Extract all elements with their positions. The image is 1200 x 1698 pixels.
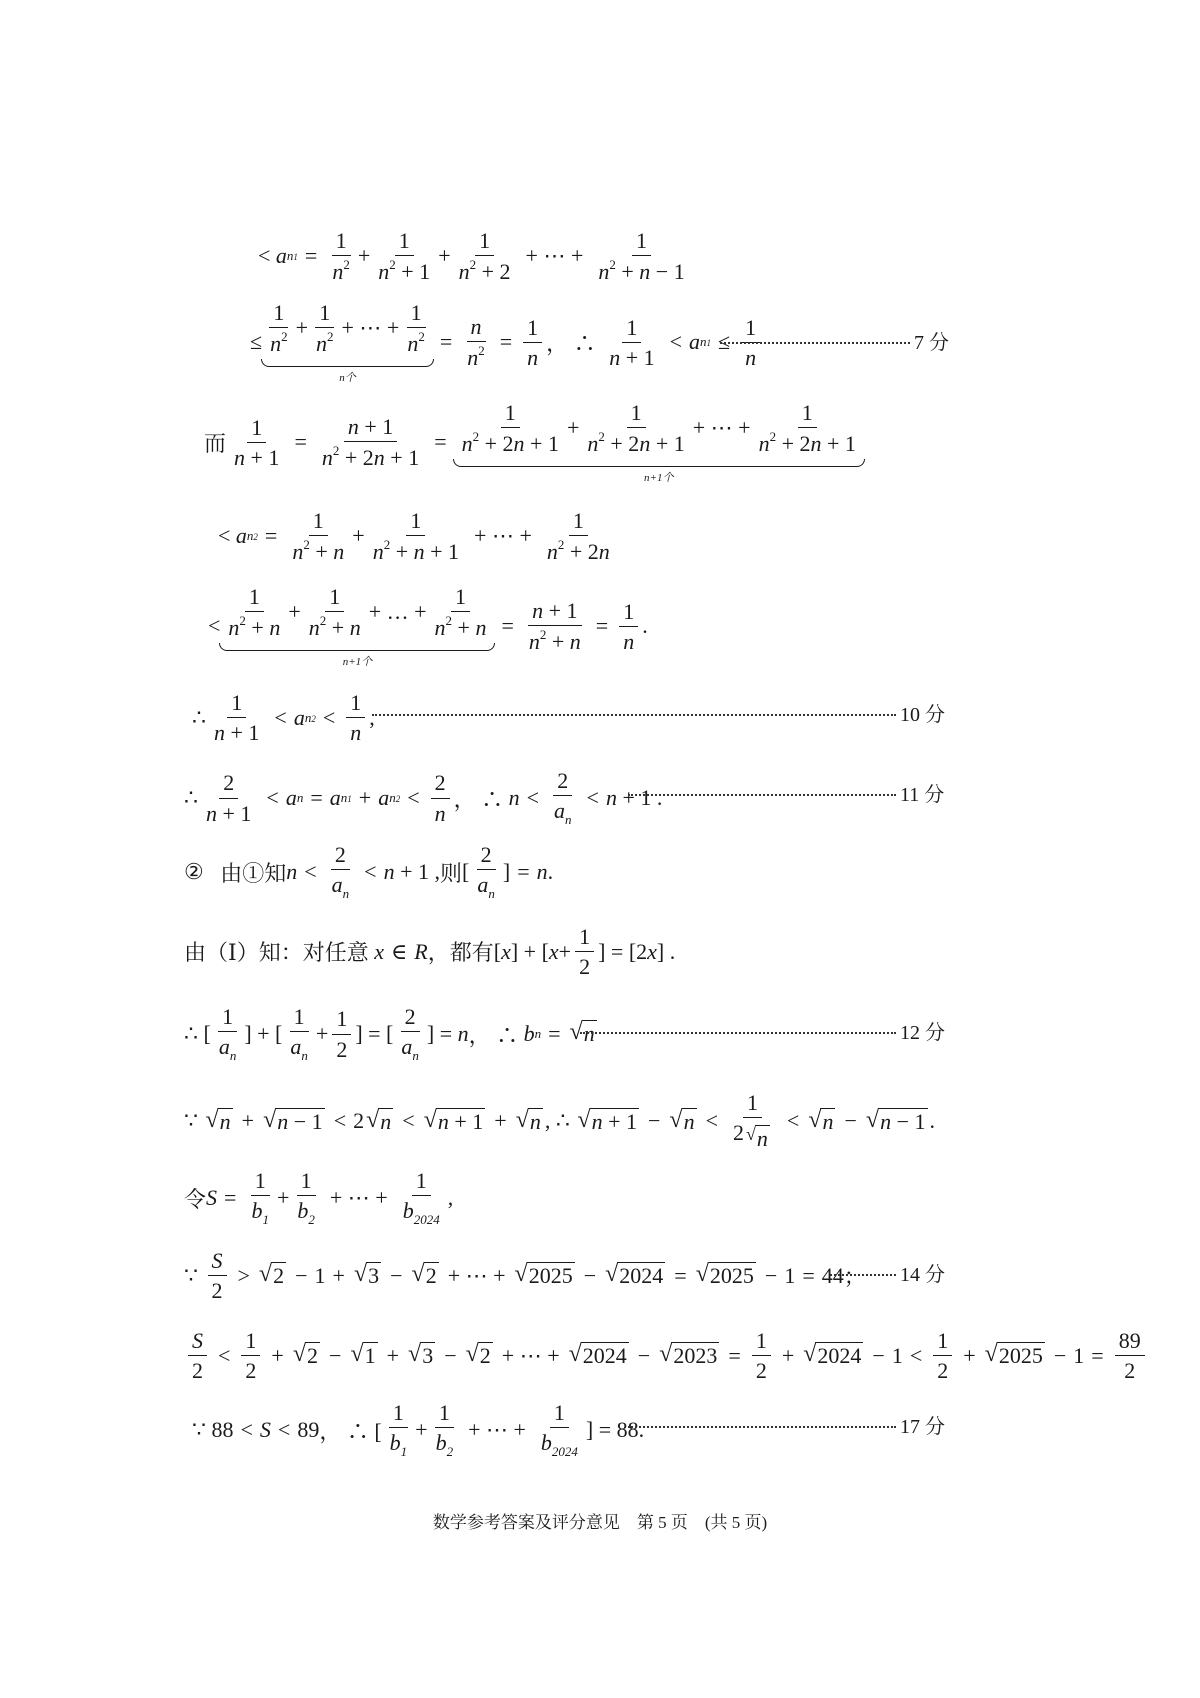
eq-line-15: ∵ 88 < S < 89 ， ∴ [ $\frac{1}{b_1}$ + $\frac{1}{b_2}$ + ⋯ + $\frac{1}{b_{2024}}$ ] = 88 .: [192, 1400, 645, 1460]
eq-line-10: ∴ [ $\frac{1}{a_n}$ ] + [ $\frac{1}{a_n}$ + $\frac{1}{2}$ ] = [ $\frac{2}{a_n}$ ] = n ， ∴ b n = √ n: [184, 1004, 595, 1064]
eq-line-9: 由（Ⅰ）知：对任意 x ∈ R ， 都有 [ x ] + [ x + $\frac{1}{2}$ ] = [2 x ] .: [184, 924, 676, 980]
circle-2: ②: [184, 859, 204, 885]
eq-line-6: ∴ $\frac{1}{n + 1}$ < a n2 < $\frac{1}{n}$ ,: [192, 690, 375, 746]
eq-line-1: < a n1 = $\frac{1}{n^2}$ + $\frac{1}{n^2 + 1}$ + $\frac{1}{n^2 + 2}$ + ⋯ + $\frac{1}{n^2 + n - 1}$: [258, 228, 685, 285]
score-7: 7 分: [720, 326, 949, 355]
word-er: 而: [204, 430, 227, 456]
score-11: 11 分: [628, 778, 944, 807]
score-17: 17 分: [628, 1410, 945, 1439]
eq-line-11: ∵ √ n + √ n − 1 < 2 √ n < √ n + 1 + √ n , ∴ √ n + 1 − √ n < 1 2 √ n < √ n − √ n − 1 .: [184, 1090, 935, 1152]
eq-line-12: 令 S = $\frac{1}{b_1}$ + $\frac{1}{b_2}$ + ⋯ + $\frac{1}{b_{2024}}$ ,: [184, 1168, 454, 1228]
eq-line-4: < a n2 = $\frac{1}{n^2 + n}$ + $\frac{1}{n^2 + n + 1}$ + ⋯ + $\frac{1}{n^2 + 2n}$: [218, 508, 610, 565]
score-10: 10 分: [372, 698, 945, 727]
eq-line-14: $\frac{S}{2}$ < $\frac{1}{2}$ + √ 2 − √ 1 + √ 3 − √ 2 + ⋯ + √ 2024 − √ 2023 = $\frac{1}{2}$ + √ 2024 − 1 < $\frac{1}{2}$ + √ 2025 − 1 = $\frac{89}{2}$: [184, 1328, 1149, 1384]
eq-line-3: 而 $\frac{1}{n + 1}$ = $\frac{n + 1}{n^2 + 2n + 1}$ = $\frac{1}{n^2 + 2n + 1}$ + $\frac{1}{n^2 + 2n + 1}$ + ⋯ + $\frac{1}{n^2 + 2n + 1}$ n+1个: [204, 400, 864, 485]
score-12: 12 分: [580, 1016, 945, 1045]
eq-line-8: ② 由①知 n < $\frac{2}{a_n}$ < n + 1 , 则 [ $\frac{2}{a_n}$ ] = n .: [184, 842, 554, 902]
eq-line-13: ∵ $\frac{S}{2}$ > √ 2 − 1 + √ 3 − √ 2 + ⋯ + √ 2025 − √ 2024 = √ 2025 − 1 = 44 ；: [184, 1248, 866, 1304]
page-footer: 数学参考答案及评分意见 第 5 页 (共 5 页): [432, 1513, 768, 1532]
eq-line-7: ∴ $\frac{2}{n + 1}$ < a n = a n1 + a n2 < $\frac{2}{n}$ ， ∴ n < $\frac{2}{a_n}$ < n + 1 .: [184, 768, 663, 828]
eq-line-2: ≤ $\frac{1}{n^2}$ + $\frac{1}{n^2}$ + ⋯ + $\frac{1}{n^2}$ n个 = $\frac{n}{n^2}$ = $\frac{1}{n}$ ， ∴ $\frac{1}{n + 1}$ < a n1 ≤ $\frac{1}{n}$: [250, 300, 764, 385]
n1-count-label-2: n+1个: [342, 655, 373, 668]
n-count-label: n个: [339, 371, 356, 384]
eq-line-5: < $\frac{1}{n^2 + n}$ + $\frac{1}{n^2 + n}$ + … + $\frac{1}{n^2 + n}$ n+1个 = $\frac{n + 1}{n^2 + n}$ = $\frac{1}{n}$ .: [208, 584, 648, 668]
n1-count-label: n+1个: [644, 471, 674, 484]
score-14: 14 分: [830, 1258, 945, 1287]
